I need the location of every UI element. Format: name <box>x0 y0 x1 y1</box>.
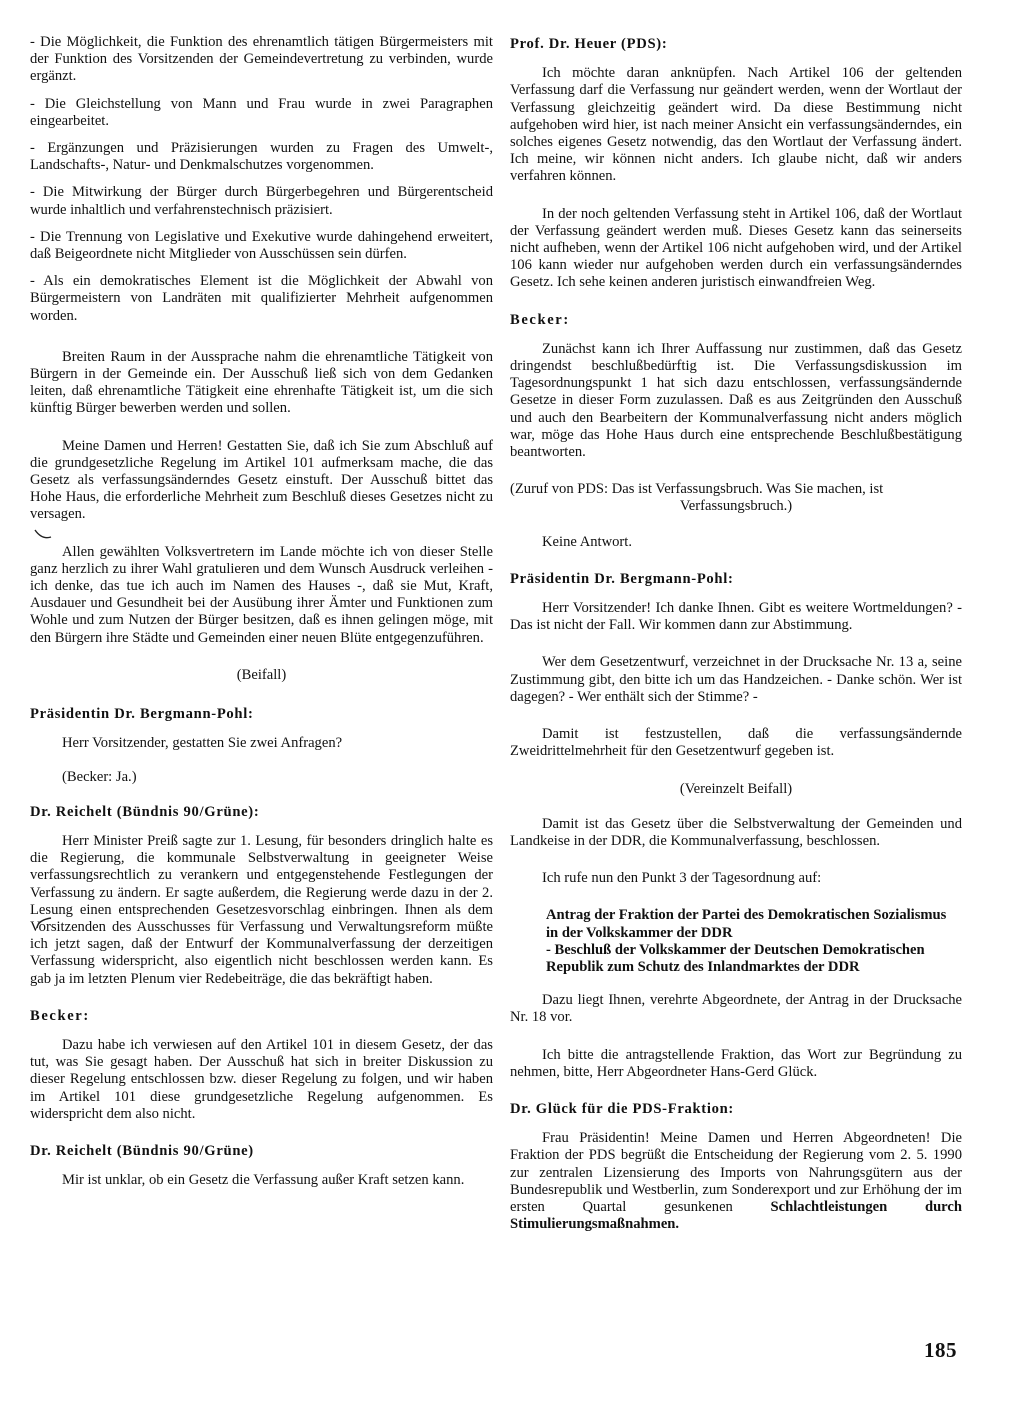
speaker-heading: Dr. Glück für die PDS-Fraktion: <box>510 1100 734 1117</box>
speech-text: Herr Vorsitzender! Ich danke Ihnen. Gibt es weitere Wortmeldungen? - Das ist nicht der Fall. Wir kommen dann zur Abstimmung. <box>510 600 962 634</box>
margin-mark-icon <box>34 916 52 930</box>
speech-text: Wer dem Gesetzentwurf, verzeichnet in der Drucksache Nr. 13 a, seine Zustimmung gibt, den bitte ich um das Handzeichen. - Danke schön. Wer ist dagegen? - Wer enthält sich der Stimme? - <box>510 654 962 705</box>
speech-text: Herr Vorsitzender, gestatten Sie zwei Anfragen? <box>62 735 343 752</box>
speech-text: Ich bitte die antragstellende Fraktion, das Wort zur Begründung zu nehmen, bitte, Herr Abgeordneter Hans-Gerd Glück. <box>510 1046 962 1080</box>
speech-text: Dazu liegt Ihnen, verehrte Abgeordnete, der Antrag in der Drucksache Nr. 18 vor. <box>510 992 962 1026</box>
speech-text: Mir ist unklar, ob ein Gesetz die Verfassung außer Kraft setzen kann. <box>62 1172 465 1189</box>
bullet-item: - Die Mitwirkung der Bürger durch Bürgerbegehren und Bürgerentscheid wurde inhaltlich und verfahrenstechnisch präzisiert. <box>30 184 493 218</box>
speech-text: Ich möchte daran anknüpfen. Nach Artikel 106 der geltenden Verfassung darf die Verfassung nur geändert werden, wenn der Wortlaut der Verfassung gleichzeitig geändert wird. Da diese Bestimmung nicht aufgehoben wird hier, ist nach meiner Ansicht ein verfassungsänderndes, ein solches eigenes Gesetz notwendig, das den Wortlaut der Verfassung ändert. Ich meine, wir können nicht anders. Ich glaube nicht, daß wir anders verfahren können. <box>510 65 962 185</box>
agenda-motion: Antrag der Fraktion der Partei des Demokratischen Sozialismus in der Volkskammer der DDR - Beschluß der Volkskammer der Deutschen Demokratischen Republik zum Schutz des Inlandmarktes der DDR <box>546 907 947 975</box>
bullet-item: - Als ein demokratisches Element ist die Möglichkeit der Abwahl von Bürgermeistern von Landräten mit qualifizierter Mehrheit aufgenommen worden. <box>30 273 493 324</box>
bullet-item: - Ergänzungen und Präzisierungen wurden zu Fragen des Umwelt-, Landschafts-, Natur- und Denkmalschutzes vorgenommen. <box>30 140 493 174</box>
note: Keine Antwort. <box>542 533 632 550</box>
interjection: (Becker: Ja.) <box>62 768 137 785</box>
speaker-heading: Becker: <box>510 311 570 328</box>
speech-text: Damit ist festzustellen, daß die verfassungsändernde Zweidrittelmehrheit für den Gesetzentwurf gegeben ist. <box>510 726 962 760</box>
paragraph: Breiten Raum in der Aussprache nahm die ehrenamtliche Tätigkeit von Bürgern in der Gemeinde ein. Der Ausschuß ließ sich von dem Gedanken leiten, daß ehrenamtliche Tätigkeit eine ehrenhafte Tätigkeit ist, um die sich künftig Bürger bewerben werden und sollen. <box>30 348 493 417</box>
page-number: 185 <box>924 1338 957 1362</box>
bullet-item: - Die Möglichkeit, die Funktion des ehrenamtlich tätigen Bürgermeisters mit der Funktion des Vorsitzenden der Gemeindevertretung zu verbinden, wurde ergänzt. <box>30 34 493 85</box>
bullet-item: - Die Gleichstellung von Mann und Frau wurde in zwei Paragraphen eingearbeitet. <box>30 95 493 129</box>
interjection: (Zuruf von PDS: Das ist Verfassungsbruch. Was Sie machen, ist Verfassungsbruch.) <box>510 481 884 515</box>
speaker-heading: Präsidentin Dr. Bergmann-Pohl: <box>30 706 254 723</box>
speech-text: Frau Präsidentin! Meine Damen und Herren Abgeordneten! Die Fraktion der PDS begrüßt die Entscheidung der Regierung vom 2. 5. 1990 zur zentralen Lizensierung des Imports von Nahrungsgütern aus der Bundesrepublik und Westberlin, zum Sonderexport und zur Erhöhung der im ersten Quartal gesunkenen Schlachtleistungen durch Stimulierungsmaßnahmen. <box>510 1130 962 1233</box>
bullet-item: - Die Trennung von Legislative und Exekutive wurde dahingehend erweitert, daß Beigeordnete nicht Mitglieder von Ausschüssen sein dürfen. <box>30 228 493 263</box>
speech-text: In der noch geltenden Verfassung steht in Artikel 106, daß der Wortlaut der Verfassung geändert werden muß. Dieses Gesetz kann das seinerseits nicht aufheben, wenn der Artikel 106 nicht aufgehoben wird, und der Artikel 106 kann wieder nur aufgehoben werden durch ein verfassungsänderndes Gesetz. Ich sehe keinen anderen juristisch einwandfreien Weg. <box>510 205 962 291</box>
paragraph: Meine Damen und Herren! Gestatten Sie, daß ich Sie zum Abschluß auf die grundgesetzliche Regelung im Artikel 101 aufmerksam mache, die das Gesetz als verfassungsänderndes Gesetz einstuft. Der Ausschuß bittet das Hohe Haus, die erforderliche Mehrheit zum Beschluß dieses Gesetzes nicht zu versagen. <box>30 437 493 523</box>
speaker-heading: Dr. Reichelt (Bündnis 90/Grüne): <box>30 803 260 820</box>
applause-note: (Beifall) <box>236 666 287 683</box>
applause-note: (Vereinzelt Beifall) <box>679 780 793 797</box>
paragraph: Allen gewählten Volksvertretern im Lande möchte ich von dieser Stelle ganz herzlich zu ihrer Wahl gratulieren und dem Wunsch Ausdruck verleihen - ich denke, das tue ich auch im Namen des Hauses -, daß sie Mut, Kraft, Ausdauer und Gesundheit bei der Ausübung ihrer Ämter und Funktionen zum Wohle und zum Nutzen der Bürger besitzen, daß es ihnen gelingen möge, mit den Bürgern ihre Städte und Gemeinden einer neuen Blüte entgegenzuführen. <box>30 543 493 646</box>
margin-mark-icon <box>34 528 52 542</box>
speech-text: Damit ist das Gesetz über die Selbstverwaltung der Gemeinden und Landkeise in der DDR, die Kommunalverfassung, beschlossen. <box>510 815 962 849</box>
speech-text: Herr Minister Preiß sagte zur 1. Lesung, für besonders dringlich halte es die Regierung, die kommunale Selbstverwaltung in geeigneter Weise verfassungsrechtlich zu verankern und entgegenstehende Festlegungen der Verfassung zu ändern. Er sagte außerdem, die Regierung werde dazu in der 2. Lesung einen entsprechenden Gesetzesvorschlag einbringen. Ihnen als dem Vorsitzenden des Ausschusses für Verfassung und Verwaltungsreform müßte ich jetzt sagen, daß der Entwurf der Kommunalverfassung der derzeitigen Verfassung widerspricht, also eigentlich nicht beschlossen werden kann. Es gab ja im letzten Plenum vier Redebeiträge, die das bekräftigt haben. <box>30 832 493 987</box>
speech-text: Dazu habe ich verwiesen auf den Artikel 101 in diesem Gesetz, der das tut, was Sie gesagt haben. Der Ausschuß hat sich in breiter Diskussion zu dieser Regelung entschlossen bzw. dieser Regelung zu folgen, und wir haben im Artikel 101 diese grundgesetzliche Regelung aufgenommen. Es widerspricht dem also nicht. <box>30 1036 493 1122</box>
speaker-heading: Präsidentin Dr. Bergmann-Pohl: <box>510 570 734 587</box>
speaker-heading: Becker: <box>30 1007 90 1024</box>
speech-text: Ich rufe nun den Punkt 3 der Tagesordnung auf: <box>542 870 822 887</box>
speech-text: Zunächst kann ich Ihrer Auffassung nur zustimmen, daß das Gesetz dringendst beschlußbedürftig ist. Die Verfassungsdiskussion im Tagesordnungspunkt 1 hat sich dazu entschlossen, verfassungsändernde Gesetze in dieser Form zuzulassen. Daß es aus Zeitgründen den Ausschuß und auch den Bearbeitern der Kommunalverfassung nicht anders möglich war, möge das Hohe Haus durch eine entsprechende Beschlußbestätigung beantworten. <box>510 340 962 461</box>
left-column <box>30 34 493 1209</box>
speaker-heading: Dr. Reichelt (Bündnis 90/Grüne) <box>30 1142 254 1159</box>
right-column <box>510 34 962 1253</box>
speaker-heading: Prof. Dr. Heuer (PDS): <box>510 36 668 52</box>
